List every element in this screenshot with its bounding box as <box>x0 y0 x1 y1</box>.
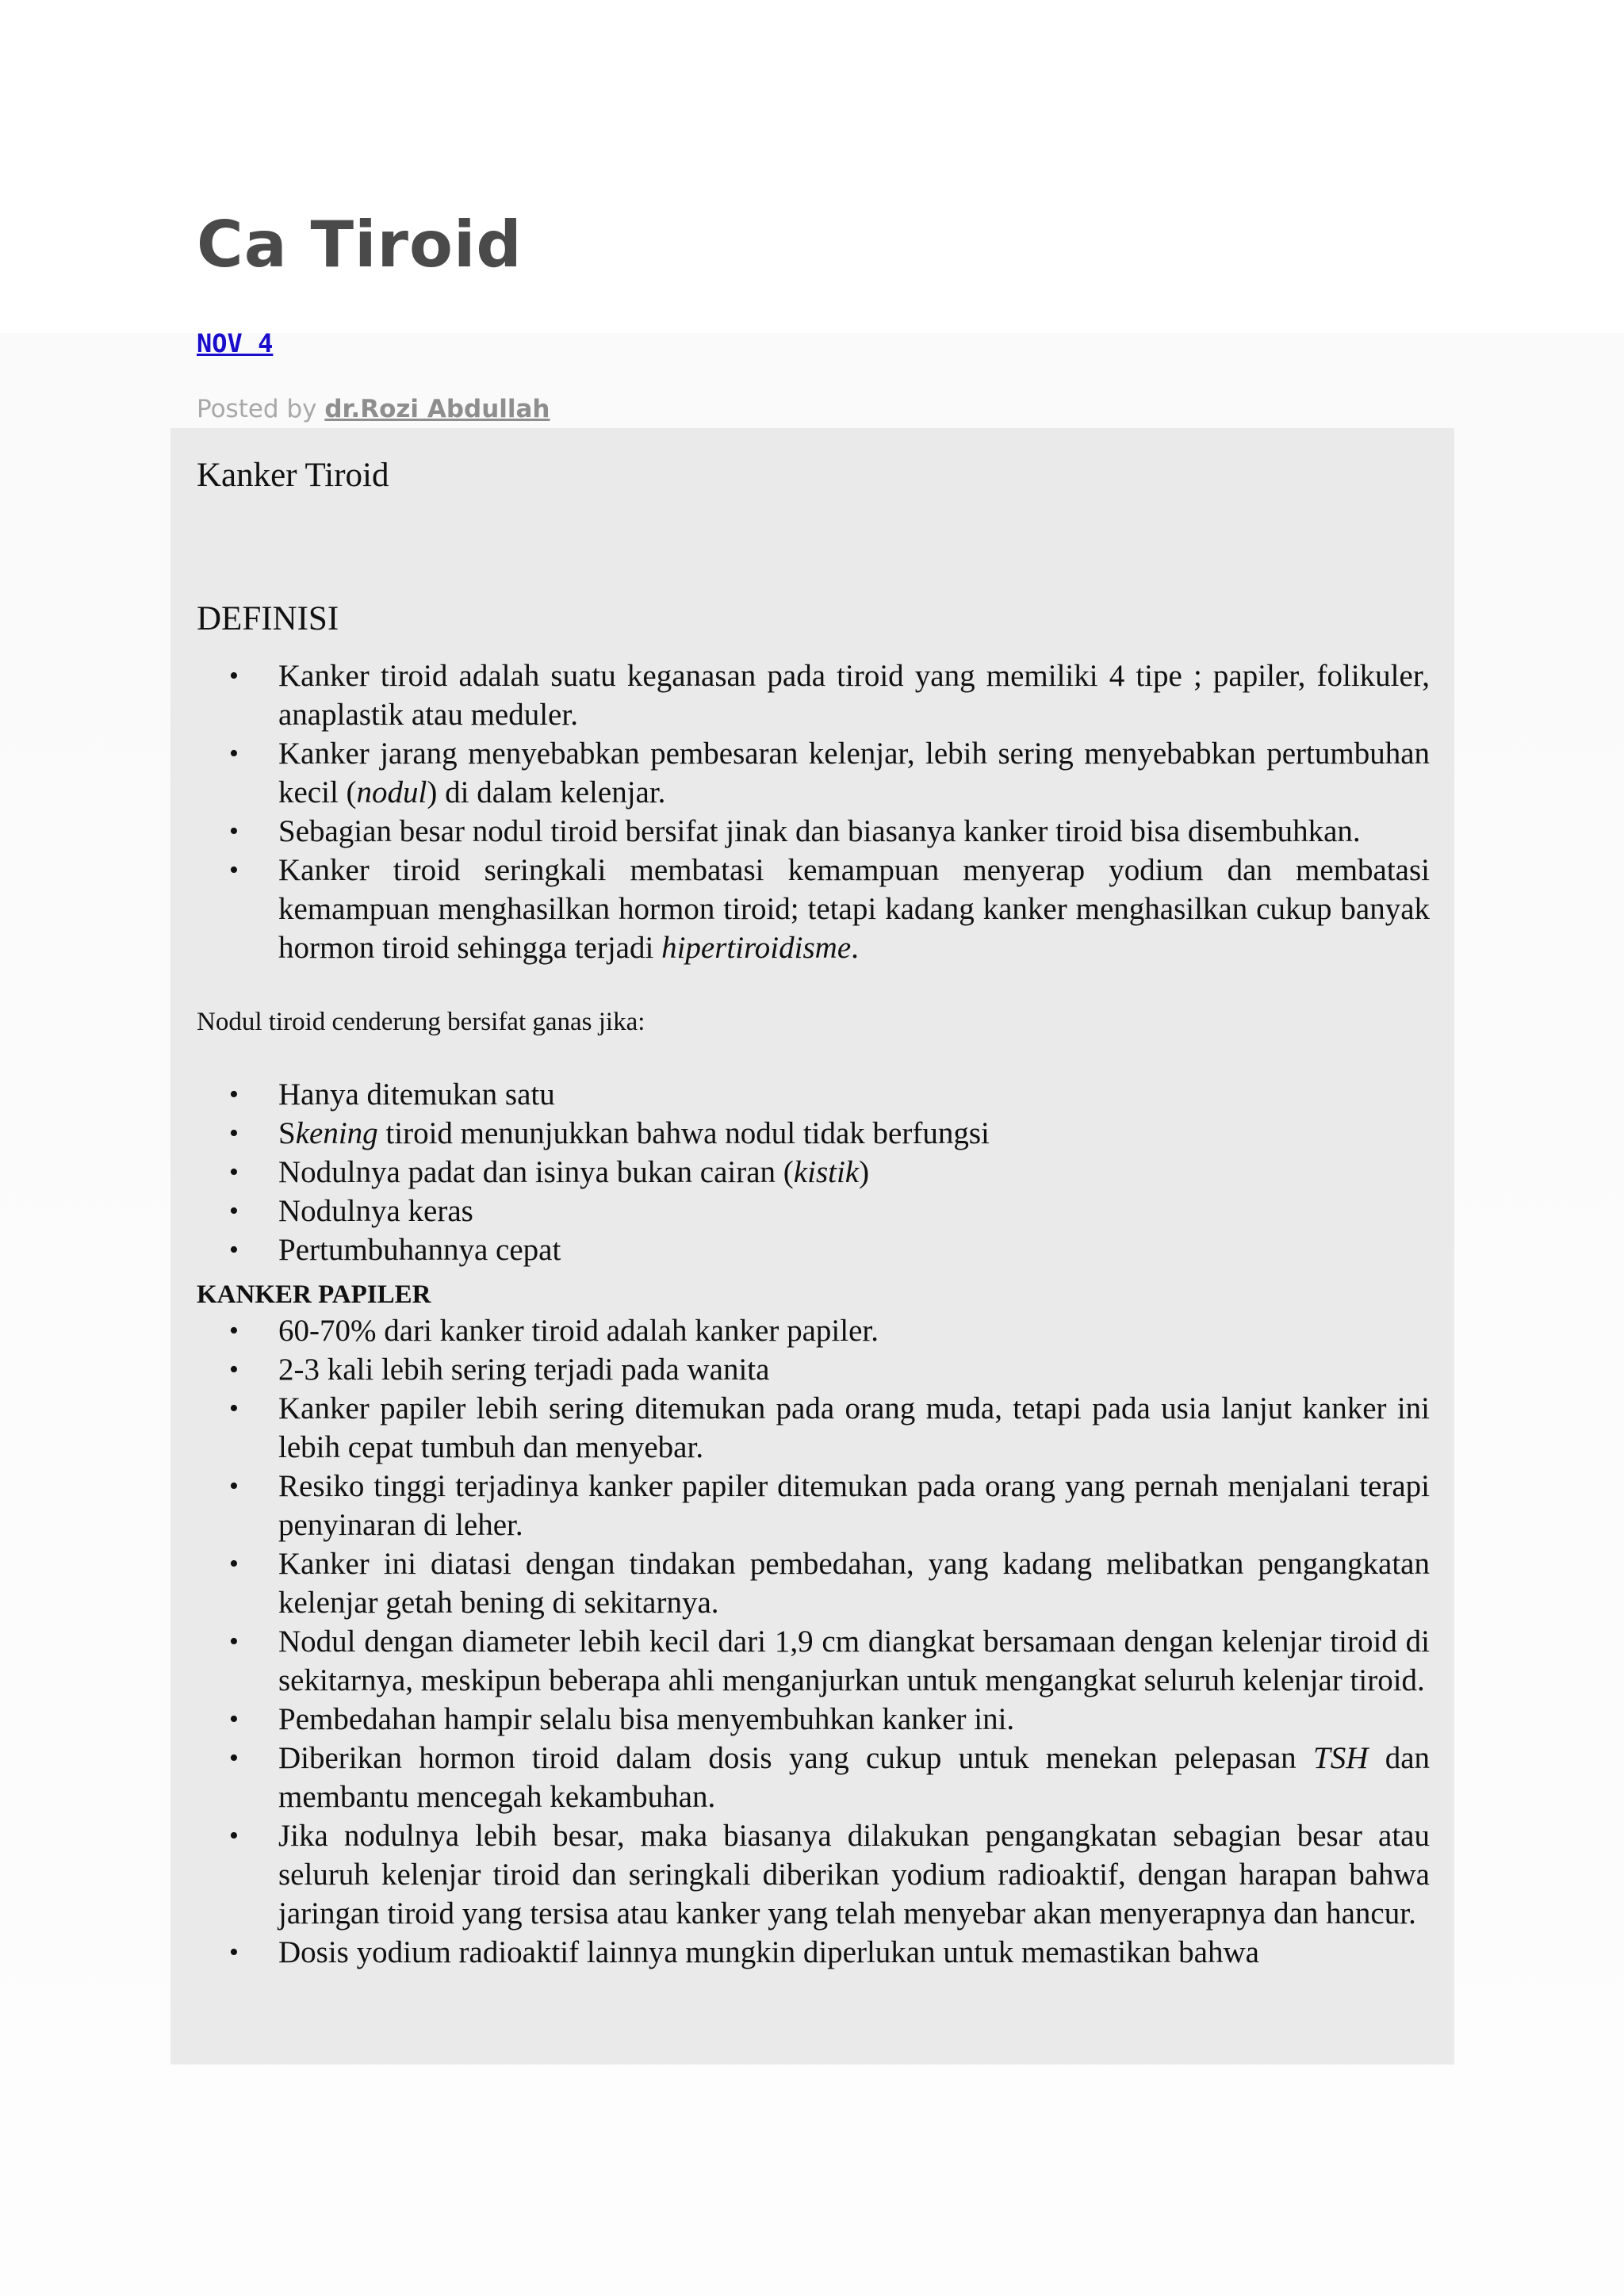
list-item-emphasis: hipertiroidisme <box>661 931 852 965</box>
list-item-emphasis: kistik <box>793 1155 860 1189</box>
list-item: • Nodulnya keras <box>278 1192 1430 1230</box>
list-item-emphasis: kening <box>295 1116 378 1150</box>
post-byline <box>197 395 550 423</box>
list-item: • 2-3 kali lebih sering terjadi pada wanita <box>278 1350 1430 1389</box>
post-date-link[interactable]: NOV 4 <box>197 328 274 358</box>
list-item-text: Diberikan hormon tiroid dalam dosis yang cukup untuk menekan pelepasan <box>278 1741 1313 1775</box>
list-item-text: S <box>278 1116 296 1150</box>
list-item-text: Kanker jarang menyebabkan pembesaran kelenjar, lebih sering menyebabkan pertumbuhan kecil ( <box>278 737 1430 809</box>
list-item <box>278 1114 1430 1153</box>
list-item: • Resiko tinggi terjadinya kanker papiler ditemukan pada orang yang pernah menjalani terapi penyinaran di leher. <box>278 1467 1430 1544</box>
list-item: • Kanker tiroid adalah suatu keganasan pada tiroid yang memiliki 4 tipe ; papiler, folikuler, anaplastik atau meduler. <box>278 656 1430 734</box>
list-item: • Pembedahan hampir selalu bisa menyembuhkan kanker ini. <box>278 1700 1430 1739</box>
list-item <box>278 1153 1430 1192</box>
list-item: • Hanya ditemukan satu <box>278 1075 1430 1114</box>
list-item: • Kanker papiler lebih sering ditemukan pada orang muda, tetapi pada usia lanjut kanker ini lebih cepat tumbuh dan menyebar. <box>278 1389 1430 1467</box>
list-item: • Jika nodulnya lebih besar, maka biasanya dilakukan pengangkatan sebagian besar atau seluruh kelenjar tiroid dan seringkali diberikan yodium radioaktif, dengan harapan bahwa jaringan tiroid yang tersisa atau kanker yang telah menyebar akan menyerapnya dan hancur. <box>278 1816 1430 1933</box>
post-content <box>170 428 1454 2064</box>
definisi-list <box>197 656 1430 967</box>
list-item <box>278 734 1430 812</box>
list-item-text: . <box>851 931 859 965</box>
list-item: • Pertumbuhannya cepat <box>278 1230 1430 1269</box>
nodule-intro: Nodul tiroid cenderung bersifat ganas jika: <box>197 1008 645 1036</box>
list-item: • Kanker ini diatasi dengan tindakan pembedahan, yang kadang melibatkan pengangkatan kelenjar getah bening di sekitarnya. <box>278 1544 1430 1622</box>
posted-by-label: Posted by <box>197 395 317 423</box>
list-item-text: ) di dalam kelenjar. <box>427 775 666 809</box>
author-link[interactable]: dr.Rozi Abdullah <box>324 395 550 423</box>
list-item: • Dosis yodium radioaktif lainnya mungkin diperlukan untuk memastikan bahwa <box>278 1933 1430 1972</box>
list-item <box>278 1739 1430 1816</box>
list-item-text: Kanker tiroid seringkali membatasi kemampuan menyerap yodium dan membatasi kemampuan menghasilkan hormon tiroid; tetapi kadang kanker menghasilkan cukup banyak hormon tiroid sehingga terjadi <box>278 853 1430 965</box>
article-heading: Kanker Tiroid <box>197 457 389 494</box>
list-item-text: dan membantu mencegah kekambuhan. <box>278 1741 1430 1814</box>
list-item-emphasis: TSH <box>1313 1741 1369 1775</box>
list-item: • 60-70% dari kanker tiroid adalah kanker papiler. <box>278 1311 1430 1350</box>
list-item <box>278 851 1430 967</box>
papiler-list <box>197 1311 1430 1972</box>
list-item: • Nodul dengan diameter lebih kecil dari 1,9 cm diangkat bersamaan dengan kelenjar tiroid di sekitarnya, meskipun beberapa ahli menganjurkan untuk mengangkat seluruh kelenjar tiroid. <box>278 1622 1430 1700</box>
post-title: Ca Tiroid <box>197 208 523 281</box>
definisi-heading: DEFINISI <box>197 600 339 637</box>
nodule-criteria-list <box>197 1075 1430 1269</box>
list-item-text: Nodulnya padat dan isinya bukan cairan ( <box>278 1155 794 1189</box>
list-item: • Sebagian besar nodul tiroid bersifat jinak dan biasanya kanker tiroid bisa disembuhkan. <box>278 812 1430 851</box>
papiler-heading: KANKER PAPILER <box>197 1280 431 1309</box>
list-item-text: tiroid menunjukkan bahwa nodul tidak berfungsi <box>377 1116 990 1150</box>
list-item-emphasis: nodul <box>356 775 427 809</box>
list-item-text: ) <box>859 1155 870 1189</box>
